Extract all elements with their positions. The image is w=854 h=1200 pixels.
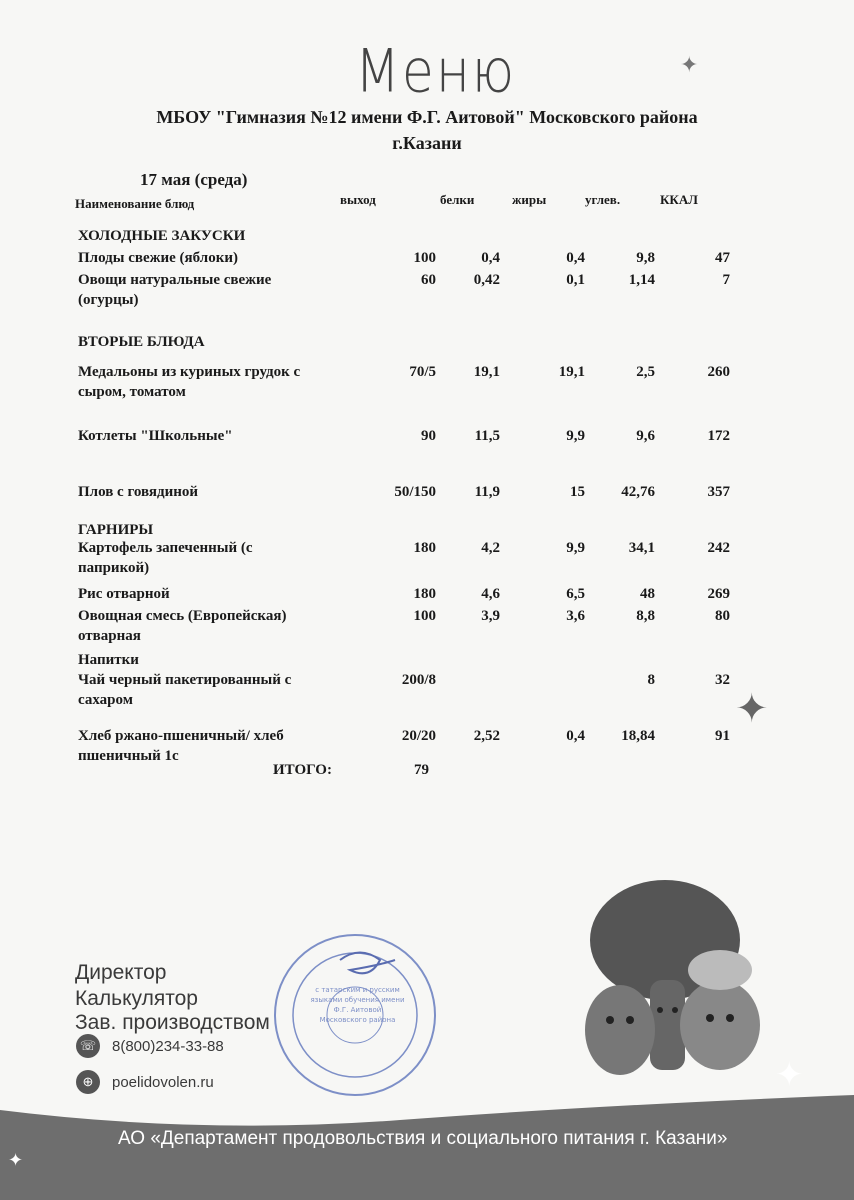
dish-output: 20/20 <box>401 728 436 744</box>
dish-protein: 4,2 <box>481 540 500 556</box>
dish-name: Котлеты "Школьные" <box>78 428 233 444</box>
dish-output: 180 <box>413 540 436 556</box>
dish-output: 90 <box>421 428 436 444</box>
total-label: ИТОГО: <box>273 762 332 778</box>
dish-kcal: 32 <box>715 672 730 688</box>
dish-fat: 15 <box>570 484 585 500</box>
dish-fat: 0,4 <box>566 728 585 744</box>
production-label: Зав. производством <box>75 1011 270 1034</box>
section-garnish: ГАРНИРЫ <box>78 522 154 538</box>
handwritten-title: Меню <box>355 37 517 107</box>
dish-name-cont: (огурцы) <box>78 292 139 308</box>
section-second: ВТОРЫЕ БЛЮДА <box>78 334 205 350</box>
dish-output: 100 <box>413 250 436 266</box>
dish-fat: 6,5 <box>566 586 585 602</box>
dish-output: 50/150 <box>394 484 436 500</box>
calculator-label: Калькулятор <box>75 987 198 1010</box>
dish-output: 70/5 <box>409 364 436 380</box>
dish-carbs: 9,6 <box>636 428 655 444</box>
dish-fat: 0,1 <box>566 272 585 288</box>
dish-name-cont: сахаром <box>78 692 133 708</box>
website: poelidovolen.ru <box>112 1074 214 1091</box>
dish-protein: 19,1 <box>473 364 500 380</box>
director-label: Директор <box>75 961 167 984</box>
dish-fat: 9,9 <box>566 540 585 556</box>
header-carbs: углев. <box>585 192 621 207</box>
dish-protein: 0,4 <box>481 250 500 266</box>
dish-name: Овощная смесь (Европейская) <box>78 608 287 624</box>
header-protein: белки <box>440 192 475 207</box>
header-name: Наименование блюд <box>75 196 195 211</box>
dish-carbs: 34,1 <box>628 540 655 556</box>
phone-icon: ☏ <box>76 1034 100 1058</box>
dish-protein: 4,6 <box>481 586 500 602</box>
dish-fat: 19,1 <box>558 364 585 380</box>
dish-name: Плоды свежие (яблоки) <box>78 250 238 266</box>
dish-protein: 2,52 <box>473 728 500 744</box>
dish-protein: 11,9 <box>474 484 500 500</box>
dish-name-cont: сыром, томатом <box>78 384 186 400</box>
phone-number: 8(800)234-33-88 <box>112 1038 224 1055</box>
stamp-text: с татарским и русским языками обучения имени Ф.Г. Аитовой Московского района <box>310 986 405 1024</box>
dish-fat: 9,9 <box>566 428 585 444</box>
dish-name: Медальоны из куриных грудок с <box>78 364 301 380</box>
dish-output: 60 <box>421 272 436 288</box>
dish-kcal: 172 <box>707 428 730 444</box>
dish-carbs: 8,8 <box>636 608 655 624</box>
dish-protein: 0,42 <box>473 272 500 288</box>
dish-carbs: 48 <box>640 586 655 602</box>
dish-kcal: 7 <box>722 272 730 288</box>
dish-carbs: 2,5 <box>636 364 655 380</box>
menu-date: 17 мая (среда) <box>140 170 248 189</box>
dish-kcal: 357 <box>707 484 730 500</box>
dish-kcal: 242 <box>707 540 730 556</box>
section-cold: ХОЛОДНЫЕ ЗАКУСКИ <box>78 228 246 244</box>
globe-icon: ⊕ <box>76 1070 100 1094</box>
dish-fat: 0,4 <box>566 250 585 266</box>
dish-name: Чай черный пакетированный с <box>78 672 292 688</box>
dish-kcal: 47 <box>715 250 730 266</box>
dish-name-cont: пшеничный 1с <box>78 748 179 764</box>
header-fat: жиры <box>512 192 547 207</box>
dish-name: Рис отварной <box>78 586 170 602</box>
organization-name: АО «Департамент продовольствия и социального питания г. Казани» <box>118 1128 728 1149</box>
dish-carbs: 18,84 <box>621 728 655 744</box>
dish-name: Овощи натуральные свежие <box>78 272 272 288</box>
sparkle-icon: ✦ <box>775 1057 804 1094</box>
header-kcal: ККАЛ <box>660 192 698 207</box>
dish-name: Хлеб ржано-пшеничный/ хлеб <box>78 728 284 744</box>
dish-carbs: 1,14 <box>628 272 655 288</box>
section-drinks: Напитки <box>78 652 139 668</box>
sparkle-icon: ✦ <box>680 52 699 77</box>
school-name-line2: г.Казани <box>392 133 462 153</box>
dish-carbs: 9,8 <box>636 250 655 266</box>
dish-carbs: 42,76 <box>621 484 655 500</box>
dish-name: Плов с говядиной <box>78 484 199 500</box>
dish-name-cont: отварная <box>78 628 141 644</box>
total-value: 79 <box>414 762 429 778</box>
dish-output: 180 <box>413 586 436 602</box>
sparkle-icon: ✦ <box>735 686 769 731</box>
dish-kcal: 80 <box>715 608 730 624</box>
dish-protein: 3,9 <box>481 608 500 624</box>
dish-name: Картофель запеченный (с <box>78 540 253 556</box>
dish-kcal: 91 <box>715 728 730 744</box>
dish-name-cont: паприкой) <box>78 560 150 576</box>
dish-protein: 11,5 <box>474 428 500 444</box>
school-name-line1: МБОУ "Гимназия №12 имени Ф.Г. Аитовой" Московского района <box>156 107 698 127</box>
dish-fat: 3,6 <box>566 608 585 624</box>
dish-output: 100 <box>413 608 436 624</box>
dish-kcal: 269 <box>707 586 730 602</box>
dish-kcal: 260 <box>707 364 730 380</box>
dish-output: 200/8 <box>401 672 436 688</box>
sparkle-icon: ✦ <box>8 1150 24 1170</box>
dish-carbs: 8 <box>647 672 655 688</box>
vegetable-characters-illustration <box>570 870 790 1110</box>
header-output: выход <box>340 192 376 207</box>
